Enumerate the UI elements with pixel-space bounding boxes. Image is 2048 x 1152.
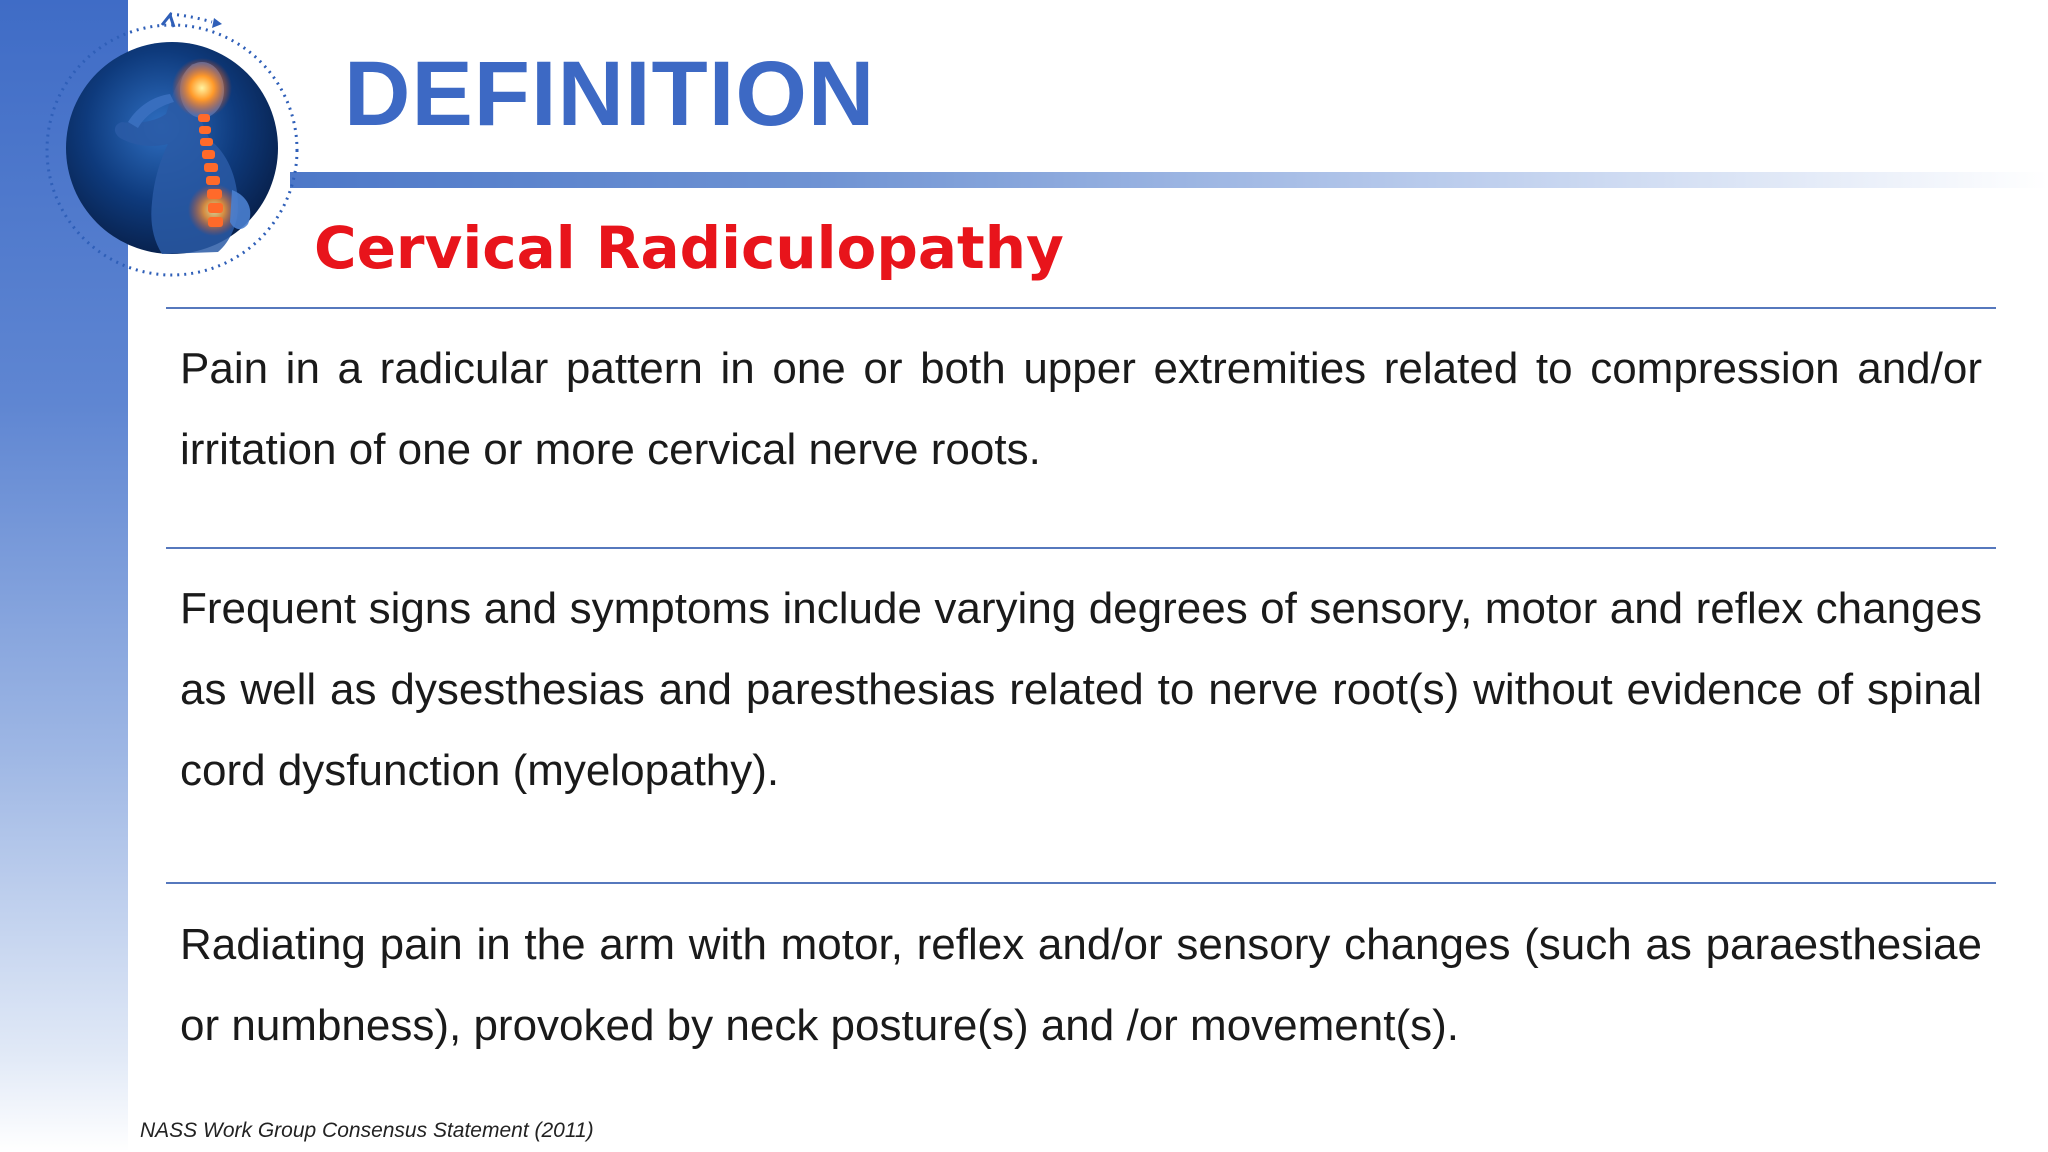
slide-subtitle: Cervical Radiculopathy <box>314 214 1064 282</box>
divider-rule-3 <box>166 882 1996 884</box>
slide-title: DEFINITION <box>344 43 876 145</box>
header-gradient-rule <box>290 172 2048 188</box>
divider-rule-1 <box>166 307 1996 309</box>
definition-paragraph-3: Radiating pain in the arm with motor, reflex and/or sensory changes (such as paraesthesiae or numbness), provoked by neck posture(s) and /or movement(s). <box>180 920 1982 1050</box>
divider-rule-2 <box>166 547 1996 549</box>
definition-paragraph-2: Frequent signs and symptoms include varying degrees of sensory, motor and reflex changes as well as dysesthesias and paresthesias related to nerve root(s) without evidence of spinal cord dysfunction (myelopathy). <box>180 584 1982 795</box>
citation: NASS Work Group Consensus Statement (2011) <box>140 1119 594 1142</box>
definition-paragraph-1: Pain in a radicular pattern in one or both upper extremities related to compression and/or irritation of one or more cervical nerve roots. <box>180 344 1982 474</box>
spine-pain-illustration-icon <box>42 10 312 280</box>
